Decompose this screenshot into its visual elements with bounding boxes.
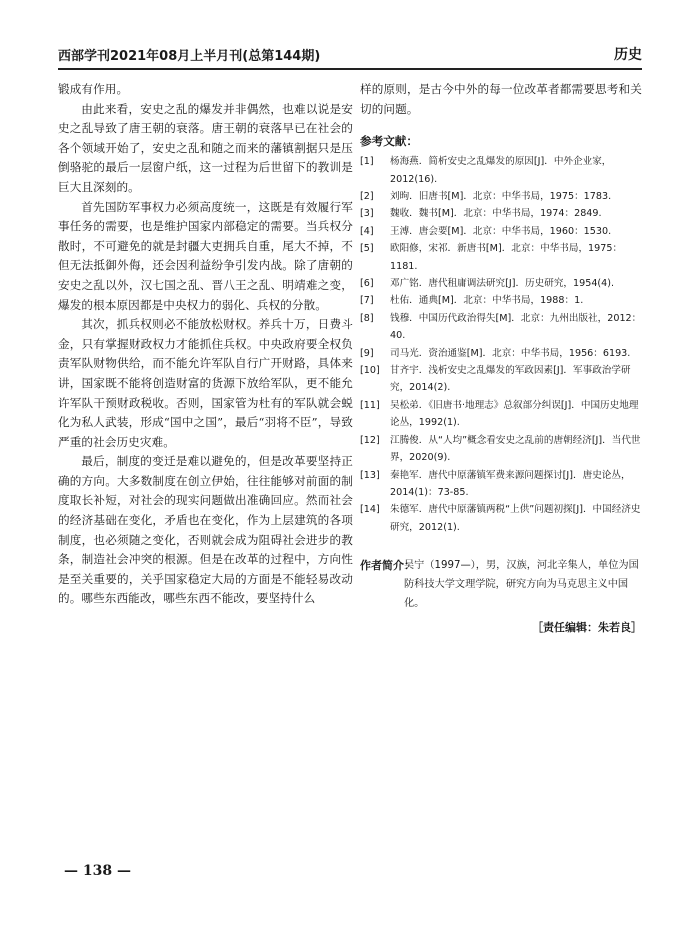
page-number: — 138 — xyxy=(64,863,131,879)
reference-item xyxy=(360,397,642,432)
reference-number: [1] xyxy=(360,156,374,168)
reference-number: [13] xyxy=(360,469,380,481)
left-column xyxy=(58,80,353,609)
body-paragraph: 样的原则，是古今中外的每一位改革者都需要思考和关切的问题。 xyxy=(360,82,642,116)
reference-text: 司马光．资治通鉴[M]．北京：中华书局，1956：6193. xyxy=(390,347,631,359)
reference-item xyxy=(360,205,642,222)
reference-number: [9] xyxy=(360,347,374,359)
reference-item xyxy=(360,345,642,362)
right-column xyxy=(360,80,642,635)
reference-number: [14] xyxy=(360,504,380,516)
reference-number: [7] xyxy=(360,295,374,307)
reference-text: 秦艳军．唐代中原藩镇军费来源问题探讨[J]．唐史论丛，2014(1)：73-85. xyxy=(390,469,631,498)
reference-number: [11] xyxy=(360,399,380,411)
running-header xyxy=(58,46,642,70)
reference-text: 杨海燕．简析安史之乱爆发的原因[J]．中外企业家，2012(16). xyxy=(390,156,612,185)
reference-text: 杜佑．通典[M]．北京：中华书局，1988：1. xyxy=(390,295,584,307)
author-bio-text: 吴宁（1997—），男，汉族，河北辛集人，单位为国防科技大学文理学院，研究方向为马克思主义中国化。 xyxy=(404,560,639,610)
reference-text: 王溥．唐会要[M]．北京：中华书局，1960：1530. xyxy=(390,225,612,237)
reference-item xyxy=(360,240,642,275)
reference-list xyxy=(360,153,642,536)
reference-text: 朱德军．唐代中原藩镇两税“上供”问题初探[J]．中国经济史研究，2012(1). xyxy=(390,504,641,533)
reference-item xyxy=(360,362,642,397)
author-bio-label: 作者简介： xyxy=(360,559,415,573)
reference-number: [6] xyxy=(360,278,374,290)
journal-issue-title: 西部学刊2021年08月上半月刊(总第144期) xyxy=(58,49,321,64)
reference-number: [4] xyxy=(360,225,374,237)
reference-number: [10] xyxy=(360,365,380,377)
reference-item xyxy=(360,501,642,536)
reference-text: 吴松弟．《旧唐书·地理志》总叙部分纠误[J]．中国历史地理论丛，1992(1). xyxy=(390,399,639,429)
reference-number: [2] xyxy=(360,191,374,202)
reference-text: 江腾俊．从“人均”概念看安史之乱前的唐朝经济[J]．当代世界，2020(9). xyxy=(390,434,641,464)
reference-number: [3] xyxy=(360,208,374,220)
references-heading: 参考文献： xyxy=(360,134,418,149)
reference-number: [8] xyxy=(360,312,374,324)
reference-number: [5] xyxy=(360,243,374,255)
reference-number: [12] xyxy=(360,434,380,446)
reference-item xyxy=(360,153,642,188)
reference-item xyxy=(360,292,642,309)
reference-text: 甘齐宇．浅析安史之乱爆发的军政因素[J]．军事政治学研究，2014(2). xyxy=(390,365,631,394)
body-paragraph: 最后，制度的变迁是难以避免的，但是改革要坚持正确的方向。大多数制度在创立伊始，往往能够对前面的制度取长补短，对社会的现实问题做出准确回应。然而社会的经济基础在变化，矛盾也在变化，作为上层建筑的各项制度，也必须随之变化，否则就会成为阻碍社会进步的教条，制造社会冲突的根源。但是在改革的过程中，方向性是至关重要的，关乎国家稳定大局的方面是不能轻易改动的。哪些东西能改，哪些东西不能改，要坚持什么 xyxy=(58,454,353,606)
responsible-editor: ［责任编辑：朱若良］ xyxy=(532,621,642,635)
reference-item xyxy=(360,275,642,292)
reference-text: 欧阳修，宋祁．新唐书[M]．北京：中华书局，1975：1181. xyxy=(390,243,623,272)
reference-text: 魏收．魏书[M]．北京：中华书局，1974：2849. xyxy=(390,208,602,220)
body-paragraph: 其次，抓兵权则必不能放松财权。养兵十万，日费斗金，只有掌握财政权力才能抓住兵权。中央政府要全权负责军队财物供给，而不能允许军队自行广开财路，具体来讲，国家既不能将创造财富的货源下放给军队，更不能允许军队干预财政税收。否则，国家管为杜有的军队就会蜕化为私人武装，形成“国中之国”，最后“羽将不臣”，导致严重的社会历史灾难。 xyxy=(58,317,353,449)
section-label: 历史 xyxy=(614,47,642,63)
body-paragraph: 首先国防军事权力必须高度统一，这既是有效履行军事任务的需要，也是维护国家内部稳定的需要。当兵权分散时，不可避免的就是封疆大吏拥兵自重，尾大不掉，不但无法抵御外侮，还会因利益纷争引发内战。除了唐朝的安史之乱以外，汉七国之乱、晋八王之乱、明靖难之变，爆发的根本原因都是中央权力的弱化、兵权的分散。 xyxy=(58,199,353,312)
reference-text: 邓广铭．唐代租庸调法研究[J]．历史研究，1954(4). xyxy=(390,278,615,290)
reference-item xyxy=(360,467,642,502)
body-paragraph: 由此来看，安史之乱的爆发并非偶然，也难以说是安史之乱导致了唐王朝的衰落。唐王朝的衰落早已在社会的各个领域开始了，安史之乱和随之而来的藩镇割据只是压倒骆驼的最后一层窗户纸，这一过程为后世留下的教训是巨大且深刻的。 xyxy=(58,101,353,194)
reference-item xyxy=(360,310,642,345)
reference-text: 刘昫．旧唐书[M]．北京：中华书局，1975：1783. xyxy=(390,191,612,202)
reference-item xyxy=(360,223,642,240)
author-bio xyxy=(360,556,642,613)
reference-item xyxy=(360,432,642,467)
reference-text: 钱穆．中国历代政治得失[M]．北京：九州出版社，2012：40. xyxy=(390,312,642,342)
body-paragraph: 锻成有作用。 xyxy=(58,82,129,96)
reference-item xyxy=(360,188,642,205)
